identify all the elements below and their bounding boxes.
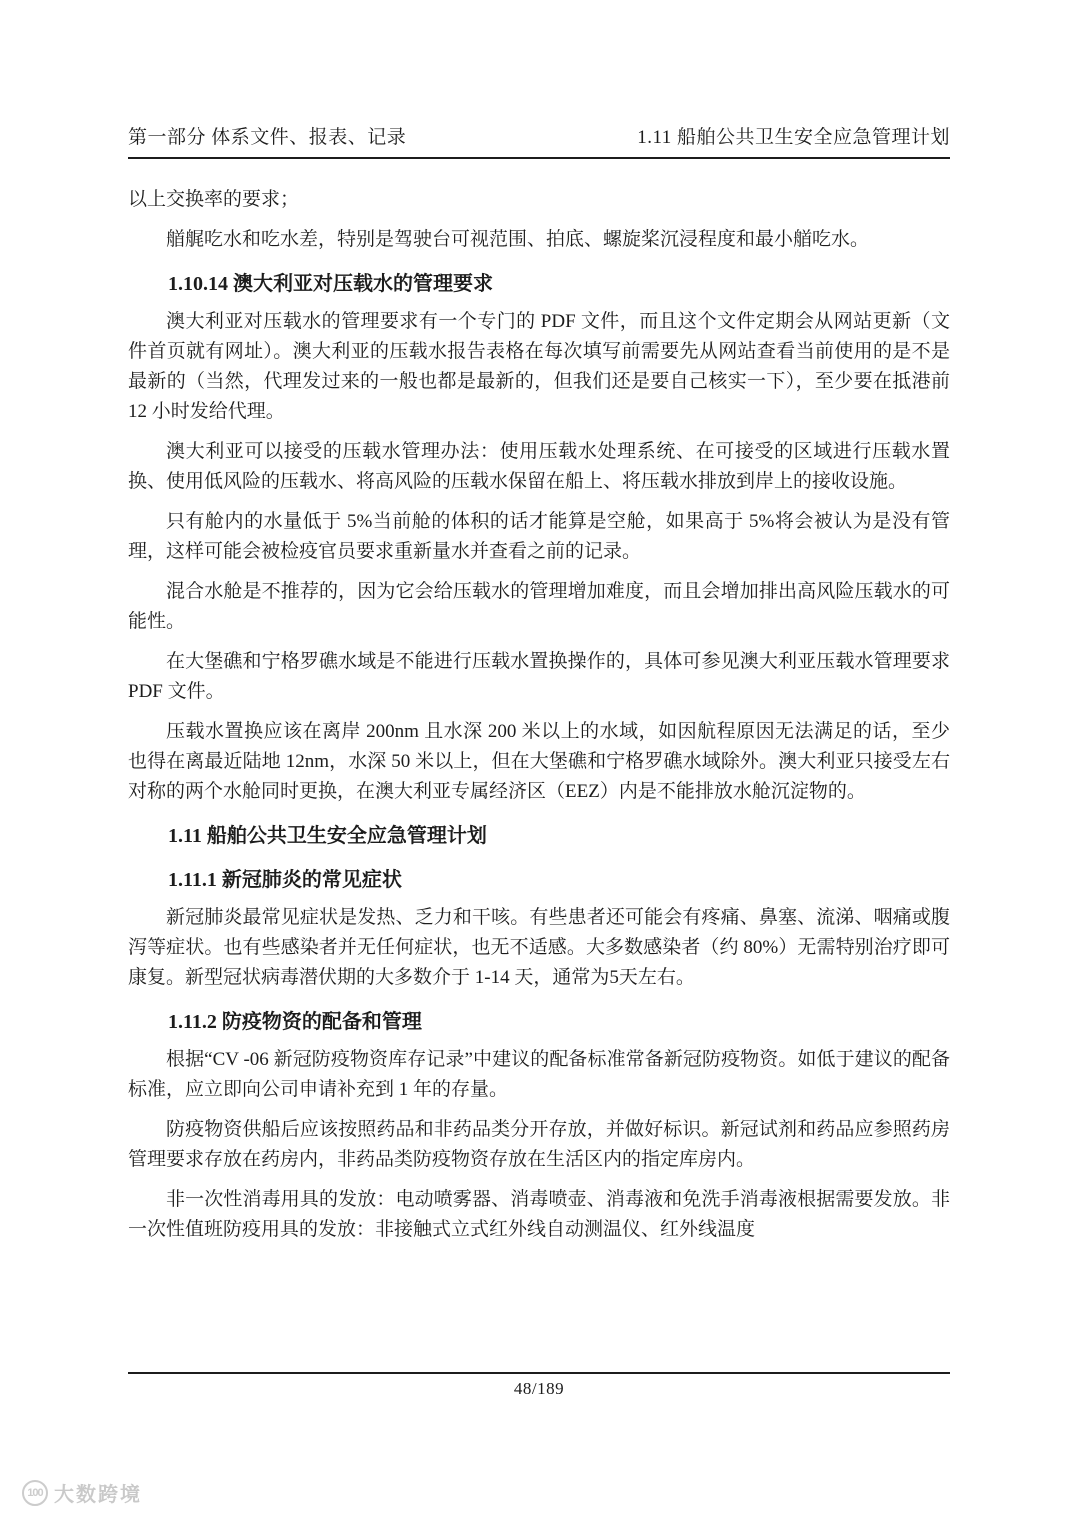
header-chapter-title: 1.11 船舶公共卫生安全应急管理计划 — [637, 127, 950, 148]
page-number: 48/189 — [513, 1379, 565, 1398]
page-footer — [128, 1372, 950, 1399]
section-heading: 1.11.2 防疫物资的配备和管理 — [168, 1011, 422, 1033]
paragraph: 非一次性消毒用具的发放：电动喷雾器、消毒喷壶、消毒液和免洗手消毒液根据需要发放。非一次性值班防疫用具的发放：非接触式立式红外线自动测温仪、红外线温度 — [128, 1189, 950, 1240]
paragraph: 艏艉吃水和吃水差，特别是驾驶台可视范围、拍底、螺旋桨沉浸程度和最小艏吃水。 — [166, 229, 870, 250]
paragraph: 压载水置换应该在离岸 200nm 且水深 200 米以上的水域，如因航程原因无法满足的话，至少也得在离最近陆地 12nm，水深 50 米以上，但在大堡礁和宁格罗礁水域除外。澳大利亚只接受左右对称的两个水舱同时更换，在澳大利亚专属经济区（EEZ）内是不能排放水舱沉淀物的。 — [128, 721, 950, 802]
paragraph: 混合水舱是不推荐的，因为它会给压载水的管理增加难度，而且会增加排出高风险压载水的可能性。 — [128, 581, 950, 632]
page-header — [128, 122, 950, 159]
footer-divider — [128, 1372, 950, 1374]
section-heading: 1.11.1 新冠肺炎的常见症状 — [168, 869, 402, 891]
paragraph: 澳大利亚对压载水的管理要求有一个专门的 PDF 文件，而且这个文件定期会从网站更新（文件首页就有网址）。澳大利亚的压载水报告表格在每次填写前需要先从网站查看当前使用的是不是最新的（当然，代理发过来的一般也都是最新的，但我们还是要自己核实一下），至少要在抵港前 12 小时发给代理。 — [128, 311, 950, 422]
header-section-title: 第一部分 体系文件、报表、记录 — [128, 127, 407, 148]
paragraph: 只有舱内的水量低于 5%当前舱的体积的话才能算是空舱，如果高于 5%将会被认为是没有管理，这样可能会被检疫官员要求重新量水并查看之前的记录。 — [128, 511, 950, 562]
document-body — [128, 185, 950, 1245]
watermark-text: 大数跨境 — [54, 1484, 142, 1506]
watermark-logo-icon: 100 — [22, 1480, 48, 1506]
paragraph: 新冠肺炎最常见症状是发热、乏力和干咳。有些患者还可能会有疼痛、鼻塞、流涕、咽痛或腹泻等症状。也有些感染者并无任何症状，也无不适感。大多数感染者（约 80%）无需特别治疗即可康复。新型冠状病毒潜伏期的大多数介于 1-14 天，通常为5天左右。 — [128, 907, 950, 988]
watermark — [22, 1478, 142, 1507]
paragraph: 防疫物资供船后应该按照药品和非药品类分开存放，并做好标识。新冠试剂和药品应参照药房管理要求存放在药房内，非药品类防疫物资存放在生活区内的指定库房内。 — [128, 1119, 950, 1170]
paragraph: 以上交换率的要求； — [128, 189, 300, 210]
paragraph: 在大堡礁和宁格罗礁水域是不能进行压载水置换操作的，具体可参见澳大利亚压载水管理要求 PDF 文件。 — [128, 651, 950, 702]
paragraph: 澳大利亚可以接受的压载水管理办法：使用压载水处理系统、在可接受的区域进行压载水置换、使用低风险的压载水、将高风险的压载水保留在船上、将压载水排放到岸上的接收设施。 — [128, 441, 950, 492]
paragraph: 根据“CV -06 新冠防疫物资库存记录”中建议的配备标准常备新冠防疫物资。如低于建议的配备标准，应立即向公司申请补充到 1 年的存量。 — [128, 1049, 950, 1100]
section-heading: 1.11 船舶公共卫生安全应急管理计划 — [168, 825, 487, 847]
section-heading: 1.10.14 澳大利亚对压载水的管理要求 — [168, 273, 493, 295]
